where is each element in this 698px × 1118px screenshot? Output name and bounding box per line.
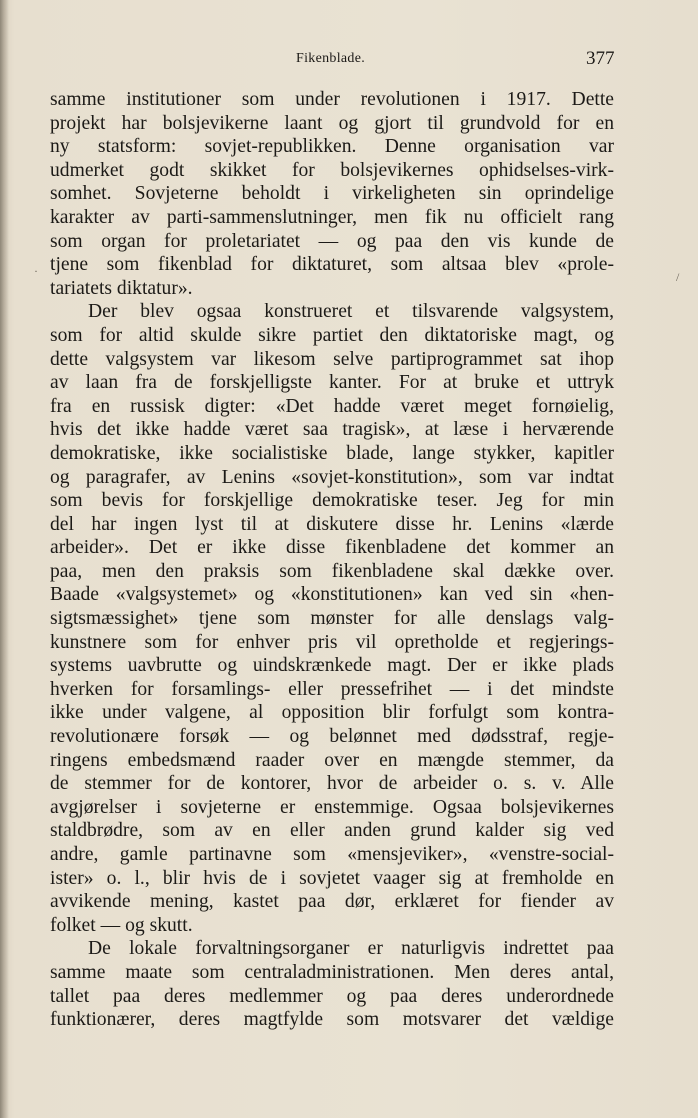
text-line: udmerket godt skikket for bolsjevikernes ophidselses-virk-: [50, 159, 614, 181]
text-line: systems uavbrutte og uindskrænkede magt. Der er ikke plads: [50, 655, 614, 677]
text-line: folket — og skutt.: [50, 914, 193, 936]
text-line: avvikende mening, kastet paa dør, erklæret for fiender av: [50, 891, 614, 913]
text-line: arbeider». Det er ikke disse fikenbladene det kommer an: [50, 537, 614, 559]
text-line: samme institutioner som under revolutionen i 1917. Dette: [50, 89, 614, 110]
text-line: andre, gamle partinavne som «mensjeviker», «venstre-social-: [50, 844, 614, 865]
margin-pencil-mark: /: [676, 270, 680, 284]
text-line: revolutionære forsøk — og belønnet med dødsstraf, regje-: [50, 726, 614, 748]
text-line: hvis det ikke hadde været saa tragisk», at læse i herværende: [50, 419, 614, 441]
running-title: Fikenblade.: [296, 51, 366, 66]
page-number: 377: [586, 48, 615, 69]
text-line: som organ for proletariatet — og paa den vis kunde de: [50, 230, 614, 252]
text-line: som bevis for forskjellige demokratiske teser. Jeg for min: [50, 490, 614, 512]
text-line: ringens embedsmænd raader over en mængde stemmer, da: [50, 749, 614, 771]
text-line: samme maate som centraladministrationen. Men deres antal,: [50, 961, 614, 983]
text-line: hverken for forsamlings- eller pressefrihet — i det mindste: [50, 678, 614, 700]
margin-speck: ·: [34, 264, 38, 278]
text-line: ikke under valgene, al opposition blir forfulgt som kontra-: [50, 702, 614, 724]
text-line: ister» o. l., blir hvis de i sovjetet vaager sig at fremholde en: [50, 867, 614, 889]
text-line: staldbrødre, som av en eller anden grund kalder sig ved: [50, 820, 614, 842]
text-line-paragraph-start: Der blev ogsaa konstrueret et tilsvarende valgsystem,: [88, 301, 614, 323]
text-line: sigtsmæssighet» tjene som mønster for alle denslags valg-: [50, 608, 614, 630]
text-line: de stemmer for de kontorer, hvor de arbeider o. s. v. Alle: [50, 773, 614, 795]
text-line: karakter av parti-sammenslutninger, men fik nu officielt rang: [50, 206, 614, 228]
text-line: kunstnere som for enhver pris vil opretholde et regjerings-: [50, 631, 614, 653]
page-gutter-shadow: [0, 0, 9, 1118]
text-line-paragraph-start: De lokale forvaltningsorganer er naturligvis indrettet paa: [88, 938, 614, 960]
text-line: projekt har bolsjevikerne laant og gjort til grundvold for en: [50, 112, 614, 134]
text-line: tjene som fikenblad for diktaturet, som altsaa blev «prole-: [50, 254, 614, 276]
text-line: Baade «valgsystemet» og «konstitutionen» kan ved sin «hen-: [50, 584, 614, 606]
text-line: fra en russisk digter: «Det hadde været meget fornøielig,: [50, 395, 614, 417]
text-line: demokratiske, ikke socialistiske blade, lange stykker, kapitler: [50, 442, 614, 464]
text-line: tariatets diktatur».: [50, 277, 193, 299]
text-line: somhet. Sovjeterne beholdt i virkeligheten sin oprindelige: [50, 183, 614, 205]
text-line: dette valgsystem var likesom selve partiprogrammet sat ihop: [50, 348, 614, 370]
body-text: [50, 88, 614, 1032]
text-line: av laan fra de forskjelligste kanter. For at bruke et uttryk: [50, 372, 614, 394]
text-line: paa, men den praksis som fikenbladene skal dække over.: [50, 560, 614, 582]
running-header: [0, 48, 698, 72]
text-line: ny statsform: sovjet-republikken. Denne organisation var: [50, 136, 614, 158]
text-line: og paragrafer, av Lenins «sovjet-konstitution», som var indtat: [50, 466, 614, 488]
text-line: del har ingen lyst til at diskutere disse hr. Lenins «lærde: [50, 513, 614, 535]
text-line: funktionærer, deres magtfylde som motsvarer det vældige: [50, 1009, 614, 1031]
text-line: avgjørelser i sovjeterne er enstemmige. Ogsaa bolsjevikernes: [50, 796, 614, 818]
text-line: tallet paa deres medlemmer og paa deres underordnede: [50, 985, 614, 1007]
text-line: som for altid skulde sikre partiet den diktatoriske magt, og: [50, 324, 614, 346]
